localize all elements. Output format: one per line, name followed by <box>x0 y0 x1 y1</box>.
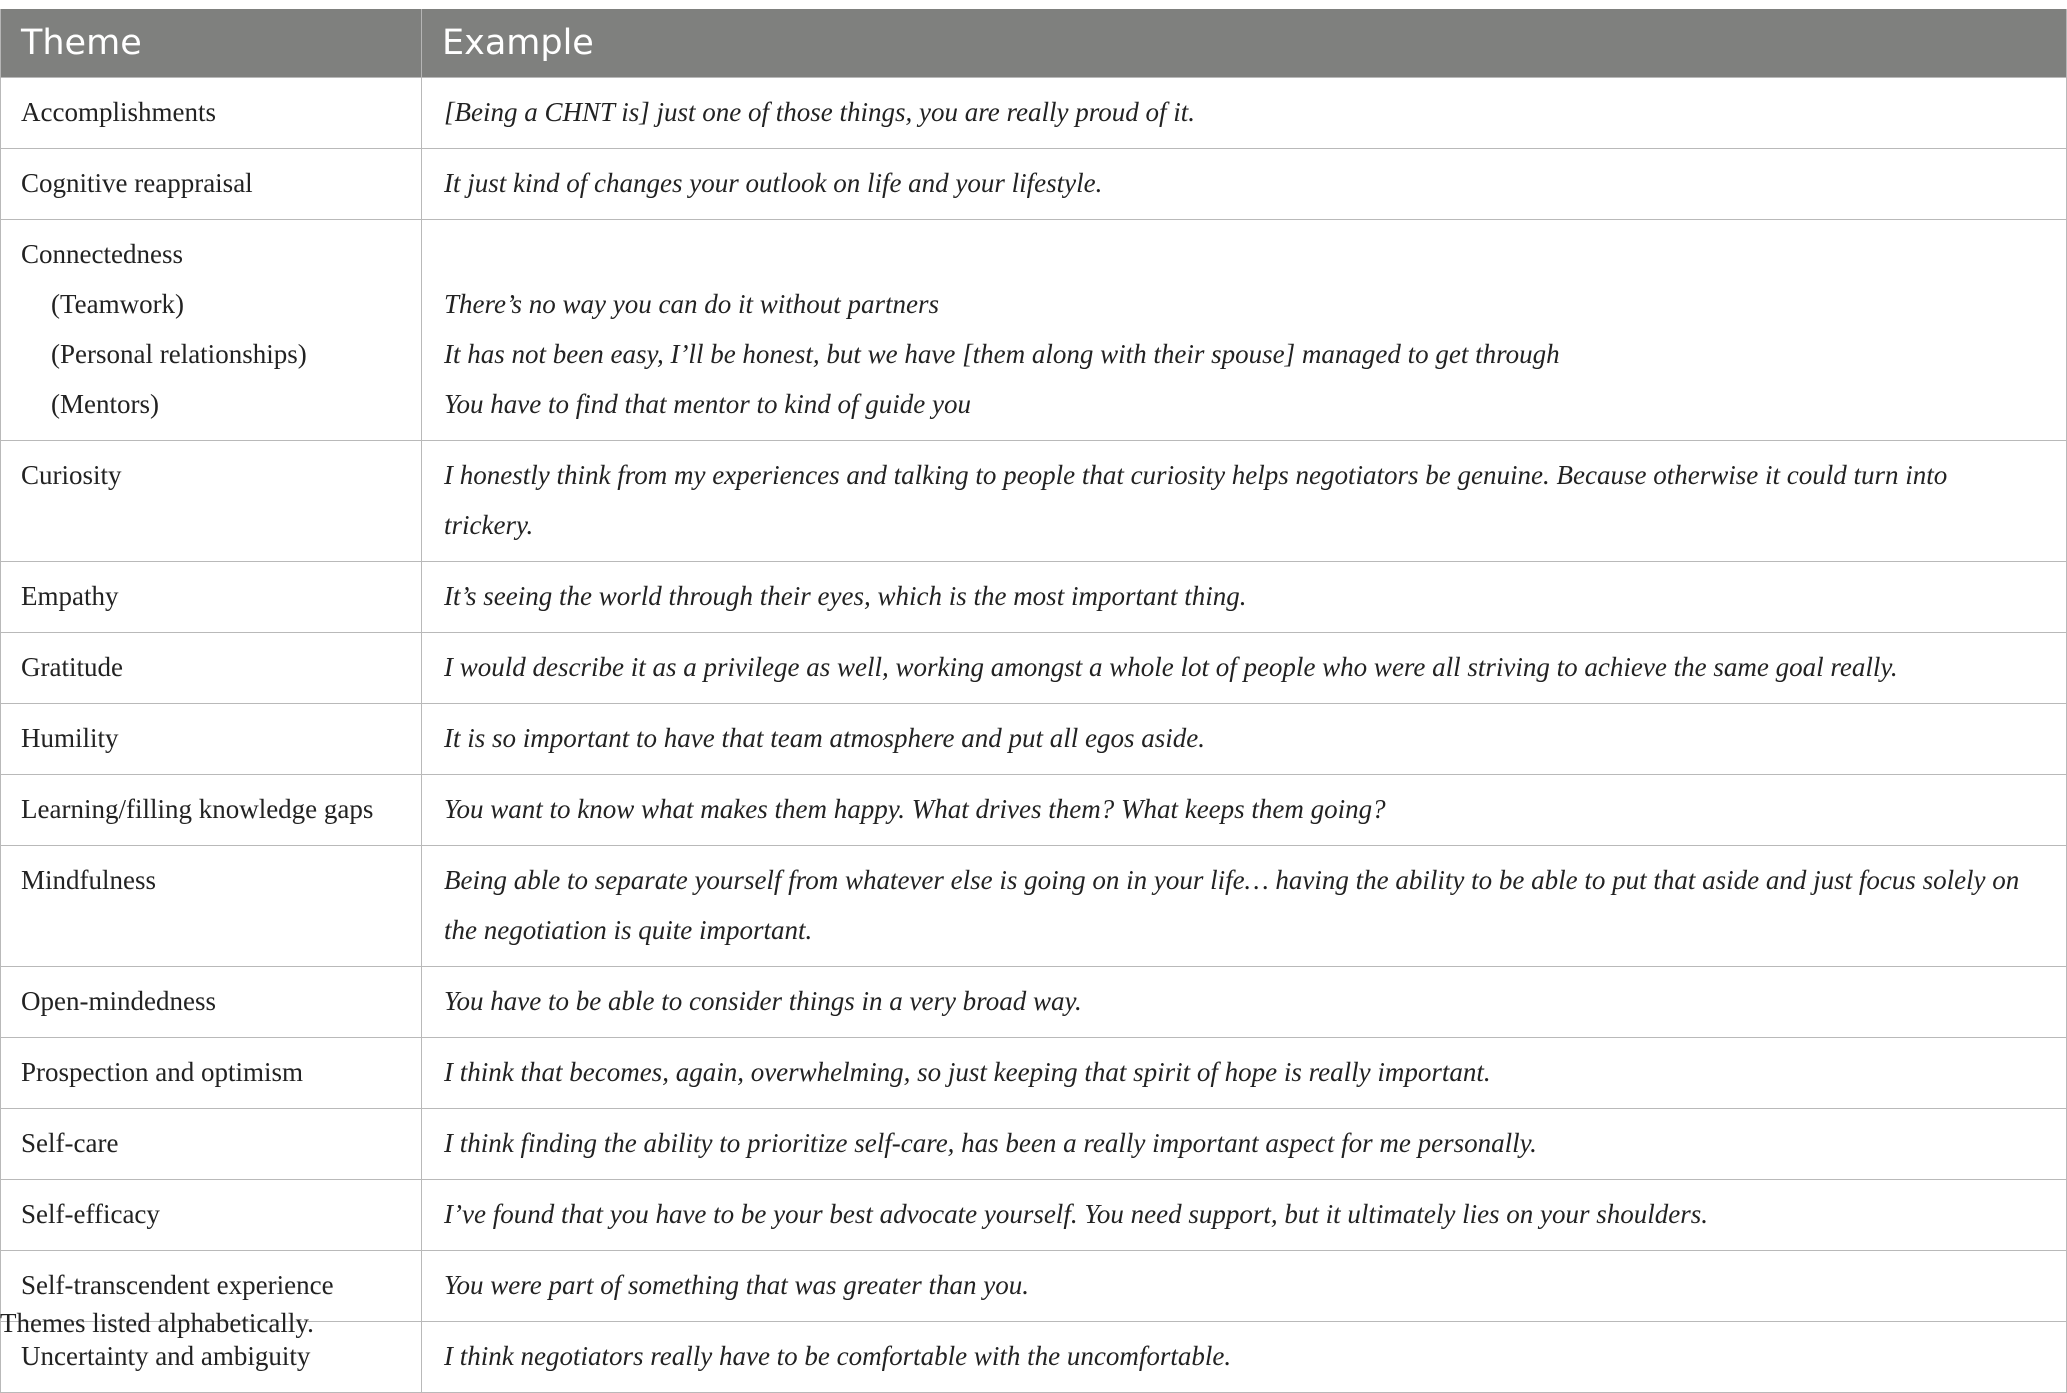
example-cell: I think finding the ability to prioritize self-care, has been a really important aspect for me personally. <box>422 1109 2067 1180</box>
table-row <box>1 562 2067 633</box>
table-row <box>1 704 2067 775</box>
table-row <box>1 633 2067 704</box>
theme-cell: Open-mindedness <box>1 967 422 1038</box>
table-row <box>1 1180 2067 1251</box>
theme-cell: Learning/filling knowledge gaps <box>1 775 422 846</box>
subtheme-label: (Personal relationships) <box>51 339 307 369</box>
table-row <box>1 78 2067 149</box>
table-row <box>1 149 2067 220</box>
table-row <box>1 1038 2067 1109</box>
spacer <box>444 229 2040 279</box>
example-cell: I think negotiators really have to be comfortable with the uncomfortable. <box>422 1322 2067 1393</box>
subtheme-example: There’s no way you can do it without partners <box>444 289 939 319</box>
subtheme-example: You have to find that mentor to kind of guide you <box>444 389 971 419</box>
theme-cell: Self-care <box>1 1109 422 1180</box>
example-cell: It’s seeing the world through their eyes, which is the most important thing. <box>422 562 2067 633</box>
theme-cell <box>1 220 422 441</box>
themes-table-container <box>0 9 2067 1393</box>
header-theme: Theme <box>1 9 422 78</box>
theme-cell: Humility <box>1 704 422 775</box>
table-row <box>1 775 2067 846</box>
table-footnote: Themes listed alphabetically. <box>0 1308 314 1338</box>
table-body <box>1 78 2067 1393</box>
table-row <box>1 220 2067 441</box>
example-cell: You want to know what makes them happy. What drives them? What keeps them going? <box>422 775 2067 846</box>
theme-cell: Curiosity <box>1 441 422 562</box>
table-header <box>1 9 2067 78</box>
example-cell: Being able to separate yourself from whatever else is going on in your life… having the ability to be able to put that aside and just focus solely on the negotiation is quite important. <box>422 846 2067 967</box>
theme-cell: Self-efficacy <box>1 1180 422 1251</box>
theme-label: Connectedness <box>21 239 183 269</box>
example-cell: You have to be able to consider things in a very broad way. <box>422 967 2067 1038</box>
theme-cell: Prospection and optimism <box>1 1038 422 1109</box>
theme-cell: Gratitude <box>1 633 422 704</box>
table-row <box>1 846 2067 967</box>
header-row <box>1 9 2067 78</box>
table-row <box>1 441 2067 562</box>
subtheme-label: (Teamwork) <box>51 289 185 319</box>
theme-cell: Mindfulness <box>1 846 422 967</box>
table-row <box>1 967 2067 1038</box>
table-row <box>1 1109 2067 1180</box>
theme-cell: Accomplishments <box>1 78 422 149</box>
subtheme-example: It has not been easy, I’ll be honest, but we have [them along with their spouse] managed to get through <box>444 339 1560 369</box>
example-cell: I think that becomes, again, overwhelming, so just keeping that spirit of hope is really important. <box>422 1038 2067 1109</box>
theme-cell: Self-transcendent experience <box>1 1251 422 1322</box>
example-cell: I would describe it as a privilege as well, working amongst a whole lot of people who were all striving to achieve the same goal really. <box>422 633 2067 704</box>
themes-table <box>0 9 2067 1393</box>
example-cell: You were part of something that was greater than you. <box>422 1251 2067 1322</box>
example-cell: It just kind of changes your outlook on life and your lifestyle. <box>422 149 2067 220</box>
example-cell: It is so important to have that team atmosphere and put all egos aside. <box>422 704 2067 775</box>
theme-cell: Uncertainty and ambiguity <box>1 1322 422 1393</box>
theme-cell: Empathy <box>1 562 422 633</box>
theme-cell: Cognitive reappraisal <box>1 149 422 220</box>
subtheme-label: (Mentors) <box>51 389 159 419</box>
example-cell: I’ve found that you have to be your best advocate yourself. You need support, but it ultimately lies on your shoulders. <box>422 1180 2067 1251</box>
example-cell <box>422 220 2067 441</box>
example-cell: I honestly think from my experiences and talking to people that curiosity helps negotiators be genuine. Because otherwise it could turn into trickery. <box>422 441 2067 562</box>
header-example: Example <box>422 9 2067 78</box>
example-cell: [Being a CHNT is] just one of those things, you are really proud of it. <box>422 78 2067 149</box>
